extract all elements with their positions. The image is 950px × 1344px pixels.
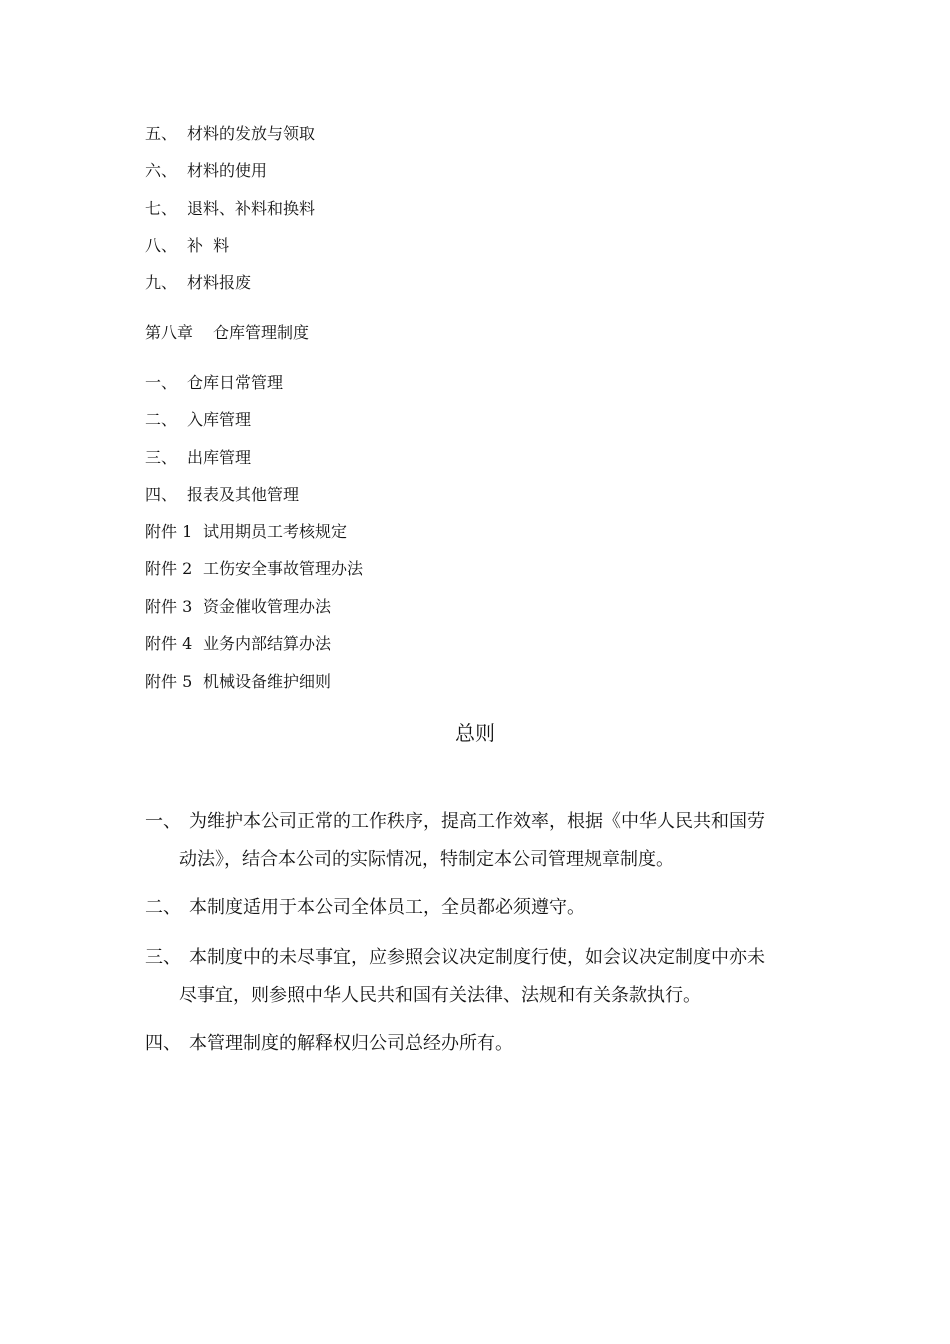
toc-appendix-label: 资金催收管理办法 [203,597,332,616]
toc-item-label: 报表及其他管理 [187,485,300,504]
clause [145,939,805,1015]
toc-item-label: 仓库日常管理 [187,373,284,392]
toc-item [145,123,315,145]
clause-number: 三、 [145,947,181,968]
clause [145,889,805,927]
toc-appendix-label: 业务内部结算办法 [203,634,332,653]
toc-item [145,447,251,469]
toc-item-label: 出库管理 [187,448,252,467]
clause-text-line1: 为维护本公司正常的工作秩序，提高工作效率，根据《中华人民共和国劳 [189,811,765,832]
toc-item-number: 七、 [145,199,178,218]
toc-item-label: 材料报废 [187,273,252,292]
toc-item [145,160,267,182]
toc-item-number: 二、 [145,410,178,429]
toc-item-label: 入库管理 [187,410,252,429]
toc-item-label: 材料的发放与领取 [187,124,316,143]
clause-number: 二、 [145,897,181,918]
toc-item [145,484,299,506]
toc-appendix [145,596,331,618]
toc-chapter-heading [145,322,309,344]
clause [145,803,805,879]
toc-item-number: 九、 [145,273,178,292]
toc-item-number: 一、 [145,373,178,392]
toc-item-number: 八、 [145,236,178,255]
toc-item-label: 补 料 [187,236,230,255]
toc-chapter-label: 仓库管理制度 [213,323,310,342]
clause-text-line2: 尽事宜，则参照中华人民共和国有关法律、法规和有关条款执行。 [179,985,701,1006]
toc-item [145,235,229,257]
toc-appendix-number: 附件 2 [145,559,193,578]
toc-appendix [145,633,331,655]
toc-item [145,198,315,220]
toc-item-label: 退料、补料和换料 [187,199,316,218]
toc-item [145,409,251,431]
toc-appendix-label: 机械设备维护细则 [203,672,332,691]
clause-text-line2: 动法》，结合本公司的实际情况，特制定本公司管理规章制度。 [179,849,674,870]
clause-text-line1: 本管理制度的解释权归公司总经办所有。 [189,1033,513,1054]
toc-item-label: 材料的使用 [187,161,268,180]
toc-item-number: 六、 [145,161,178,180]
toc-appendix [145,521,347,543]
toc-appendix-label: 试用期员工考核规定 [203,522,348,541]
clause-text-line1: 本制度中的未尽事宜，应参照会议决定制度行使，如会议决定制度中亦未 [189,947,765,968]
toc-appendix-number: 附件 5 [145,672,193,691]
clause-number: 四、 [145,1033,181,1054]
toc-chapter-number: 第八章 [145,323,194,342]
toc-item [145,372,283,394]
toc-appendix-label: 工伤安全事故管理办法 [203,559,364,578]
clause [145,1025,805,1063]
toc-item-number: 五、 [145,124,178,143]
clause-number: 一、 [145,811,181,832]
toc-appendix [145,558,363,580]
toc-item-number: 四、 [145,485,178,504]
toc-item-number: 三、 [145,448,178,467]
toc-appendix-number: 附件 4 [145,634,193,653]
toc-item [145,272,251,294]
clause-text-line1: 本制度适用于本公司全体员工，全员都必须遵守。 [189,897,585,918]
toc-appendix [145,671,331,693]
toc-appendix-number: 附件 1 [145,522,193,541]
section-title: 总则 [455,721,495,745]
toc-appendix-number: 附件 3 [145,597,193,616]
